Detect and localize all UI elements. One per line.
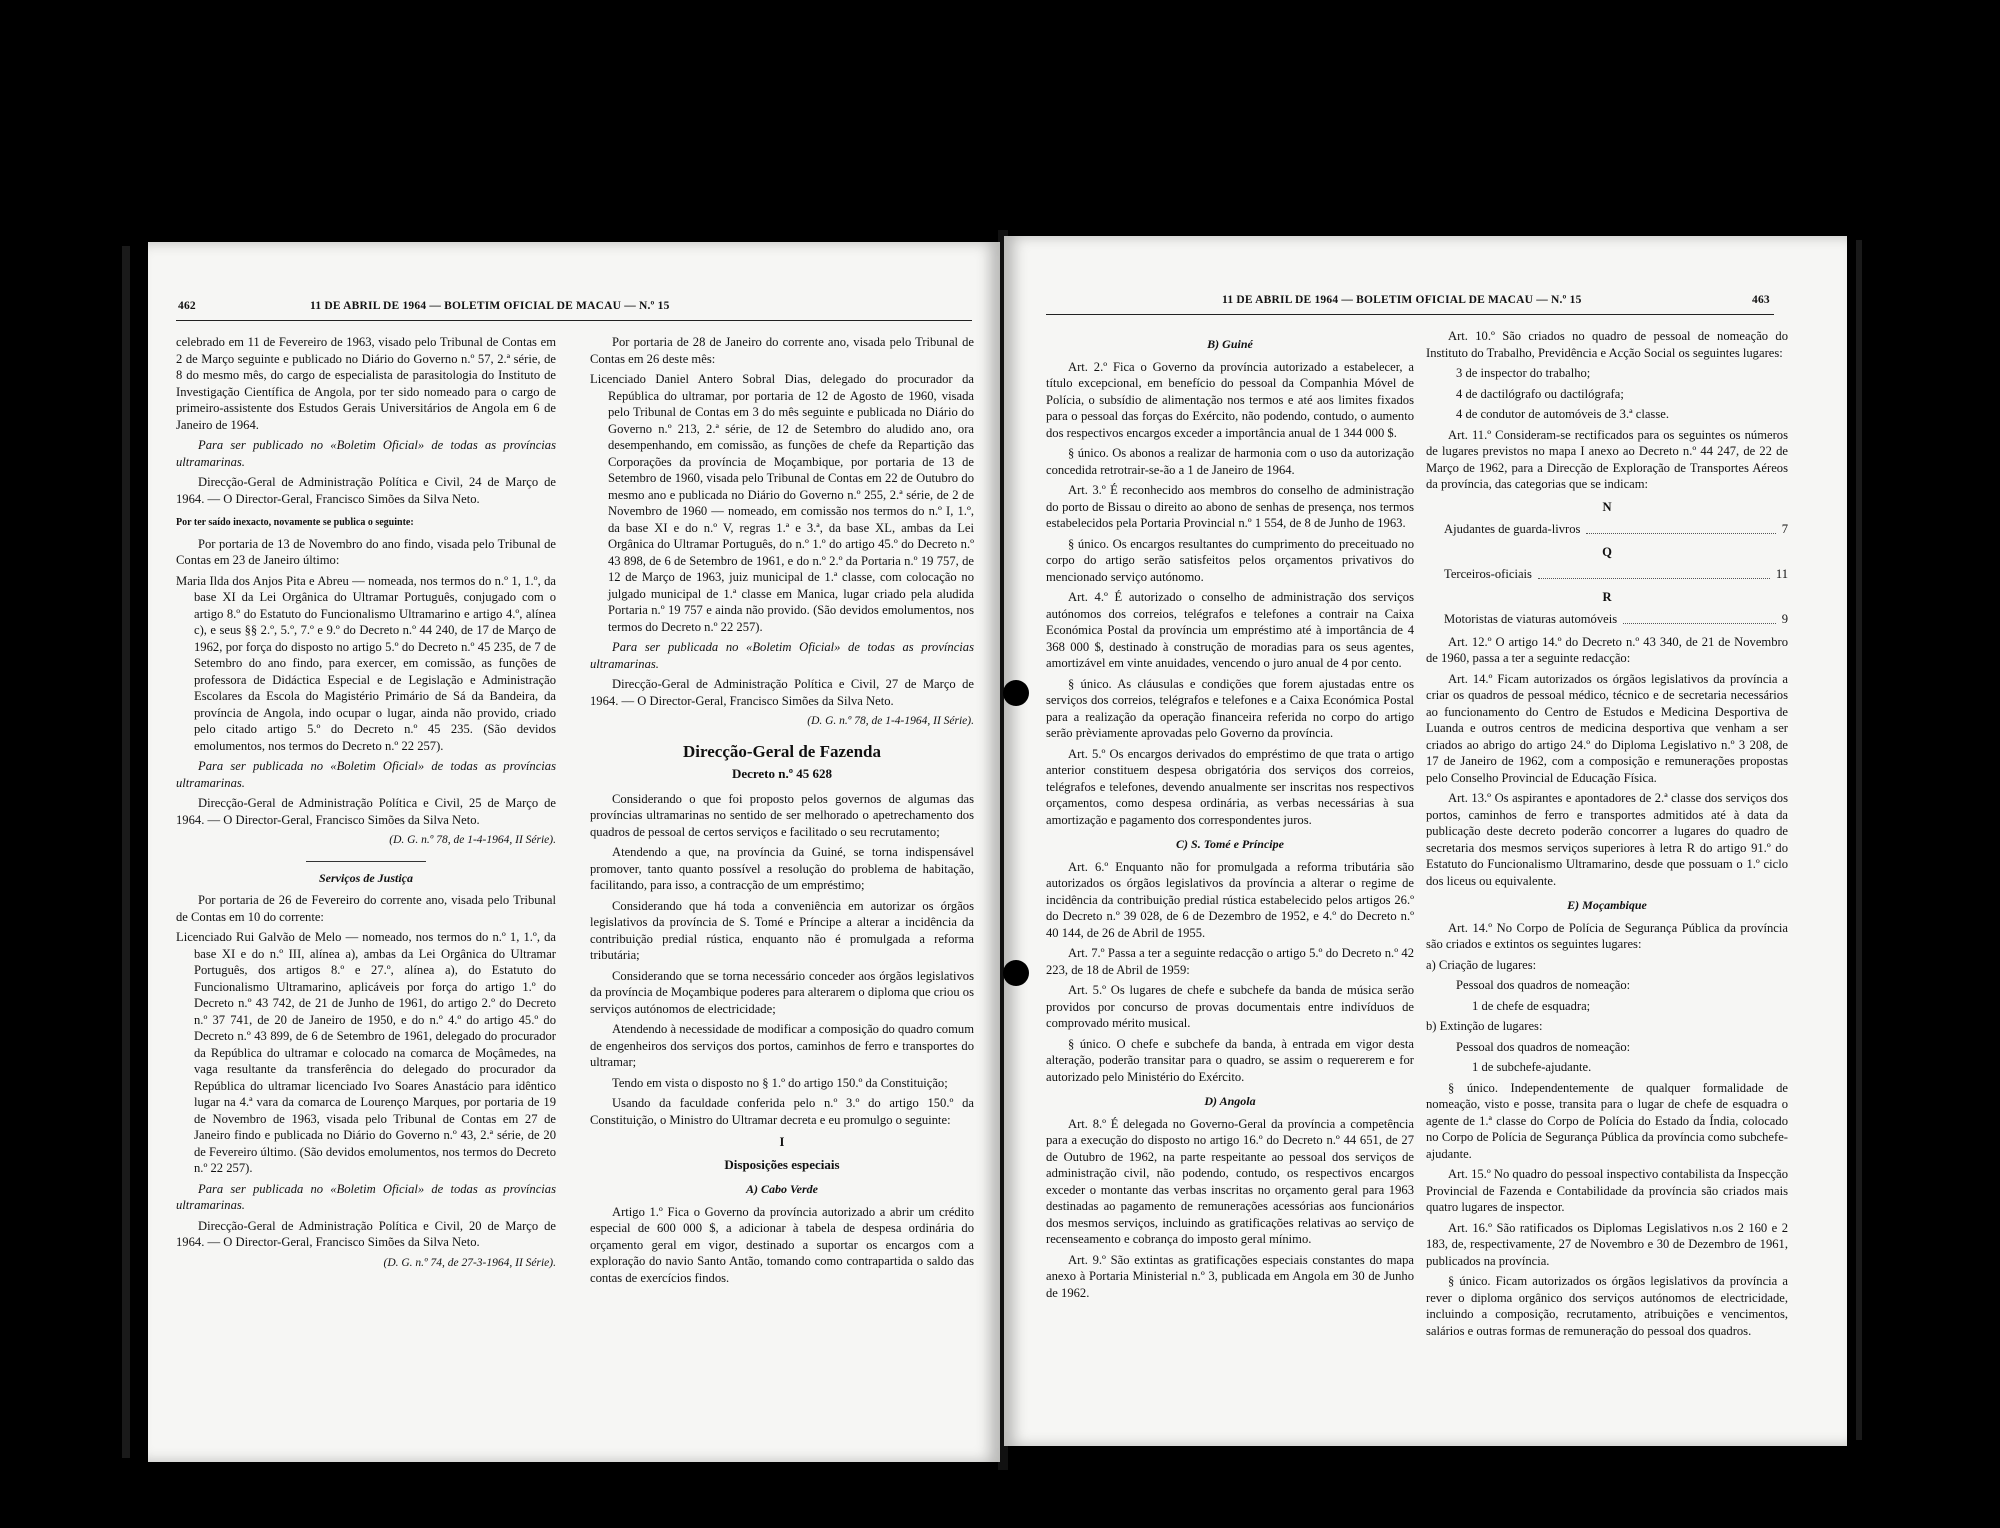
paragraph: Direcção-Geral de Administração Política e Civil, 27 de Março de 1964. — O Director-Geral, Francisco Simões da Silva Neto. (590, 677, 974, 708)
group-letter: R (1602, 589, 1612, 604)
paragraph: b) Extinção de lugares: (1426, 1019, 1543, 1033)
staff-count-row (1444, 611, 1788, 628)
paragraph: Art. 7.º Passa a ter a seguinte redacção o artigo 5.º do Decreto n.º 42 223, de 18 de Abril de 1959: (1046, 946, 1414, 977)
paragraph: Usando da faculdade conferida pelo n.º 3.º do artigo 150.º da Constituição, o Ministro do Ultramar decreta e eu promulgo o seguinte: (590, 1096, 974, 1127)
paragraph: Art. 12.º O artigo 14.º do Decreto n.º 43 340, de 21 de Novembro de 1960, passa a ter a seguinte redacção: (1426, 634, 1788, 665)
publication-note: Para ser publicada no «Boletim Oficial» de todas as províncias ultramarinas. (176, 1181, 556, 1212)
staff-count: 7 (1781, 522, 1788, 536)
list-item: 4 de dactilógrafo ou dactilógrafa; (1456, 386, 1624, 401)
paragraph: Direcção-Geral de Administração Política e Civil, 25 de Março de 1964. — O Director-Geral, Francisco Simões da Silva Neto. (176, 796, 556, 827)
page-number: 462 (178, 300, 196, 312)
dot-leader (1623, 611, 1776, 624)
section-heading: D) Angola (1204, 1094, 1256, 1108)
paragraph: Direcção-Geral de Administração Política e Civil, 24 de Março de 1964. — O Director-Geral, Francisco Simões da Silva Neto. (176, 475, 556, 506)
left-page-header (148, 300, 1000, 320)
paragraph: Art. 10.º São criados no quadro de pessoal de nomeação do Instituto do Trabalho, Previdência e Acção Social os seguintes lugares: (1426, 329, 1788, 360)
section-heading: Decreto n.º 45 628 (731, 766, 833, 781)
binding-hole (1003, 960, 1029, 986)
section-heading: E) Moçambique (1567, 898, 1647, 912)
source-reference: (D. G. n.º 74, de 27-3-1964, II Série). (383, 1256, 556, 1269)
paragraph: Direcção-Geral de Administração Política e Civil, 20 de Março de 1964. — O Director-Geral, Francisco Simões da Silva Neto. (176, 1218, 556, 1249)
list-item: 1 de subchefe-ajudante. (1472, 1060, 1592, 1074)
paragraph: Art. 15.º No quadro do pessoal inspectivo contabilista da Inspecção Provincial de Fazenda e Contabilidade da província são criados mais quatro lugares de inspector. (1426, 1167, 1789, 1214)
paragraph: Considerando que se torna necessário conceder aos órgãos legislativos da província de Moçambique poderes para alterarem o diploma que criou os serviços autónomos de electricidade; (590, 968, 974, 1016)
paragraph: Art. 5.º Os encargos derivados do empréstimo de que trata o artigo anterior constituem despesa obrigatória dos serviços dos correios, telégrafos e telefones, devendo anualmente ser inscritas nos respectivos orçamentos, como despesa ordinária, as verbas necessárias à sua amortização e pagamento dos correspondentes juros. (1046, 746, 1414, 827)
paragraph: celebrado em 11 de Fevereiro de 1963, visado pelo Tribunal de Contas em 2 de Março seguinte e publicado no Diário do Governo n.º 57, 2.ª série, de 8 do mesmo mês, do cargo de especialista de parasitologia do Instituto de Investigação Científica de Angola, por ter sido nomeado para o cargo de primeiro-assistente dos Estudos Gerais Universitários de Angola em 6 de Janeiro de 1964. (176, 335, 556, 432)
list-item: Pessoal dos quadros de nomeação: (1456, 978, 1631, 992)
publication-note: Para ser publicado no «Boletim Oficial» de todas as províncias ultramarinas. (176, 438, 556, 469)
appointment-entry: Licenciado Daniel Antero Sobral Dias, delegado do procurador da República do ultramar, por portaria de 12 de Agosto de 1960, visada pelo Tribunal de Contas em 3 do mês seguinte e publicada no Diário do Governo n.º 213, 2.ª série, de 12 de Setembro do aludido ano, ora desempenhando, em comissão, as funções de chefe da Repartição das Corporações da província de Moçambique, por portaria de 13 de Setembro de 1960, visada pelo Tribunal de Contas em 22 de Outubro do mesmo ano e publicada no Diário do Governo n.º 255, 2.ª série, de 2 de Novembro de 1960 — nomeado, em comissão nos termos do n.º I, 1.º, da base XI e do n.º V, regras 1.ª e 3.ª, da base XL, ambas da Lei Orgânica do Ultramar Português, do n.º 1.º do artigo 45.º do Decreto n.º 43 898, de 6 de Setembro de 1961, e do n.º 2.º da Portaria n.º 19 757, de 12 de Março de 1963, juiz municipal de 1.ª classe, com colocação no julgado municipal de 1.ª classe em Manica, lugar criado pela aludida Portaria n.º 19 757 e ainda não provido. (São devidos emolumentos, nos termos do Decreto n.º 22 257). (590, 372, 974, 634)
section-heading: Disposições especiais (724, 1156, 840, 1172)
running-header: 11 DE ABRIL DE 1964 — BOLETIM OFICIAL DE MACAU — N.º 15 (310, 300, 670, 312)
paragraph: Atendendo a que, na província da Guiné, se torna indispensável promover, tanto quanto possível a resolução do problema de habitação, facilitando, para isso, a contracção de um empréstimo; (590, 845, 974, 892)
section-heading: B) Guiné (1207, 337, 1253, 351)
binding-hole (1003, 680, 1029, 706)
list-item: Pessoal dos quadros de nomeação: (1456, 1039, 1631, 1054)
paragraph: Por portaria de 26 de Fevereiro do corrente ano, visada pelo Tribunal de Contas em 10 do corrente: (176, 893, 556, 924)
paragraph: § único. Os abonos a realizar de harmonia com o uso da autorização concedida retrotrair-se-ão a 1 de Janeiro de 1964. (1046, 446, 1414, 477)
paragraph: Artigo 1.º Fica o Governo da província autorizado a abrir um crédito especial de 600 000 $, a adicionar à tabela de despesa ordinária do orçamento geral em vigor, destinado a suportar os encargos com a exploração do navio Santo Antão, tomando como contrapartida o saldo das contas de exercícios findos. (590, 1204, 974, 1285)
dot-leader (1586, 521, 1775, 534)
paragraph: § único. Os encargos resultantes do cumprimento do preceituado no corpo do artigo serão satisfeitos pelos orçamentos privativos do mencionado serviço autónomo. (1046, 536, 1414, 584)
appointment-entry: Licenciado Rui Galvão de Melo — nomeado, nos termos do n.º 1, 1.º, da base XI e do n.º III, alínea a), ambas da Lei Orgânica do Ultramar Português, dos artigos 8.º e 27.º, alínea a), do Estatuto do Funcionalismo Ultramarino, aplicáveis por força do artigo 1.º do Decreto n.º 43 742, de 21 de Junho de 1961, do artigo 2.º do Decreto n.º 37 741, de 20 de Janeiro de 1950, e do n.º 4.º do artigo 45.º do Decreto n.º 43 899, de 6 de Setembro de 1961, delegado do procurador da República do ultramar e colocado na comarca de Moçâmedes, na vaga resultante da transferência do delegado do procurador da República do ultramar licenciado Ivo Soares Anastácio para idêntico lugar na 4.ª vara da comarca de Lourenço Marques, por portaria de 19 de Novembro de 1963, visada pelo Tribunal de Contas em 27 de Janeiro findo e publicada no Diário do Governo n.º 43, 2.ª série, de 20 de Fevereiro último. (São devidos emolumentos, nos termos do Decreto n.º 22 257). (176, 930, 556, 1175)
group-letter: I (779, 1135, 785, 1149)
paragraph: Tendo em vista o disposto no § 1.º do artigo 150.º da Constituição; (612, 1075, 948, 1090)
paragraph: Art. 14.º No Corpo de Polícia de Segurança Pública da província são criados e extintos os seguintes lugares: (1426, 920, 1788, 951)
header-rule (176, 320, 972, 321)
dot-leader (1538, 566, 1770, 579)
header-rule (1046, 314, 1774, 315)
staff-count: 11 (1775, 567, 1788, 581)
list-item: 4 de condutor de automóveis de 3.ª classe. (1456, 407, 1669, 421)
left-page (148, 242, 1000, 1462)
section-heading: C) S. Tomé e Príncipe (1176, 837, 1284, 851)
left-page-column-2 (590, 334, 974, 1290)
page-edge-shadow (1856, 240, 1862, 1440)
list-item: 1 de chefe de esquadra; (1472, 998, 1591, 1013)
section-heading: A) Cabo Verde (746, 1182, 818, 1196)
correction-note: Por ter saído inexacto, novamente se publica o seguinte: (176, 517, 414, 528)
paragraph: § único. Ficam autorizados os órgãos legislativos da província a rever o diploma orgânico dos serviços autónomos de electricidade, incluindo a composição, recrutamento, atribuições e vencimentos, salários e outras formas de remuneração do pessoal dos quadros. (1426, 1274, 1788, 1338)
paragraph: Atendendo à necessidade de modificar a composição do quadro comum de engenheiros dos serviços dos portos, caminhos de ferro e transportes do ultramar; (590, 1022, 974, 1069)
right-page-column-2 (1426, 328, 1788, 1343)
group-letter: N (1602, 499, 1612, 514)
paragraph: Art. 3.º É reconhecido aos membros do conselho de administração do porto de Bissau o direito ao abono de senhas de presença, nos termos estabelecidos pela Portaria Provincial n.º 1 554, de 8 de Junho de 1963. (1046, 483, 1414, 530)
paragraph: § único. O chefe e subchefe da banda, à entrada em vigor desta alteração, poderão transitar para o quadro, se assim o requererem e for autorizado pelo Ministério do Exército. (1046, 1036, 1414, 1084)
paragraph: Art. 4.º É autorizado o conselho de administração dos serviços autónomos dos correios, telégrafos e telefones a contrair na Caixa Económica Postal da província um empréstimo até à importância de 4 368 000 $, destinado à construção de moradias para os seus agentes, amortizável em vinte anuidades, vencendo o juro anual de 4 por cento. (1046, 590, 1414, 670)
paragraph: Art. 11.º Consideram-se rectificados para os seguintes os números de lugares previstos no mapa I anexo ao Decreto n.º 44 247, de 22 de Março de 1962, para a Direcção de Exploração de Transportes Aéreos da província, das categorias que se indicam: (1426, 427, 1788, 491)
paragraph: a) Criação de lugares: (1426, 957, 1537, 972)
paragraph: Art. 16.º São ratificados os Diplomas Legislativos n.os 2 160 e 2 183, de, respectivamente, 27 de Novembro e 30 de Dezembro de 1961, publicados na província. (1426, 1220, 1788, 1268)
paragraph: § único. As cláusulas e condições que forem ajustadas entre os serviços dos correios, telégrafos e telefones e a Caixa Económica Postal para a realização da operação financeira referida no corpo do artigo serão prèviamente aprovadas pelo Governo da província. (1046, 676, 1414, 740)
paragraph: Considerando que há toda a conveniência em autorizar os órgãos legislativos da província de S. Tomé e Príncipe a alterar a incidência da contribuição predial rústica, enquanto não é promulgada a reforma tributária; (590, 898, 974, 962)
staff-category: Ajudantes de guarda-livros (1444, 522, 1581, 536)
appointment-entry: Maria Ilda dos Anjos Pita e Abreu — nomeada, nos termos do n.º 1, 1.º, da base XI da Lei Orgânica do Ultramar Português, conjugado com o artigo 8.º do Estatuto do Funcionalismo Ultramarino e artigo 4.º, alínea c), e seus §§ 2.º, 5.º, 7.º e 9.º do Decreto n.º 44 240, de 17 de Março de 1962, por força do disposto no artigo 5.º do Decreto n.º 45 235, de 7 de Setembro do ano findo, para exercer, em comissão, as funções de professora de Didáctica Especial e de Legislação e Administração Escolares da Escola do Magistério Primário de Sá da Bandeira, da província de Angola, indo ocupar o lugar, ainda não provido, criado pelo citado artigo 5.º do Decreto n.º 45 235. (São devidos emolumentos, nos termos do Decreto n.º 22 257). (176, 573, 556, 753)
staff-count-row (1444, 566, 1788, 583)
staff-count-row (1444, 521, 1788, 538)
paragraph: Art. 8.º É delegada no Governo-Geral da província a competência para a execução do disposto no artigo 16.º do Decreto n.º 44 651, de 27 de Outubro de 1962, na parte respeitante ao pessoal dos serviços de administração civil, não podendo, contudo, os respectivos encargos exceder o montante das verbas inscritas no orçamento geral para 1963 destinadas ao pagamento de remunerações acessórias aos funcionários dos mesmos serviços, incluindo as gratificações relativas ao serviço de recenseamento e cobrança do imposto geral mínimo. (1046, 1116, 1414, 1246)
list-item: 3 de inspector do trabalho; (1456, 366, 1591, 380)
paragraph: Por portaria de 13 de Novembro do ano findo, visada pelo Tribunal de Contas em 23 de Janeiro último: (176, 536, 556, 567)
right-page-column-1 (1046, 328, 1414, 1305)
right-page-header (1004, 294, 1847, 314)
running-header: 11 DE ABRIL DE 1964 — BOLETIM OFICIAL DE MACAU — N.º 15 (1222, 294, 1582, 306)
paragraph: Por portaria de 28 de Janeiro do corrente ano, visada pelo Tribunal de Contas em 26 deste mês: (590, 335, 974, 366)
paragraph: Art. 6.º Enquanto não for promulgada a reforma tributária são autorizados os órgãos legislativos da província a alterar o regime de incidência da contribuição predial rústica estabelecido pelos artigos 26.º do Decreto n.º 39 028, de 6 de Dezembro de 1952, e 4.º do Decreto n.º 40 144, de 26 de Abril de 1955. (1046, 859, 1414, 940)
page-number: 463 (1752, 294, 1770, 306)
page-edge-shadow (122, 246, 130, 1458)
paragraph: Art. 14.º Ficam autorizados os órgãos legislativos da província a criar os quadros de pessoal médico, técnico e de secretaria necessários ao funcionamento do Centro de Estudos e Medicina Desportiva de Luanda e outros centros de medicina desportiva que venham a ser criados ao abrigo do artigo 24.º do Diploma Legislativo n.º 3 208, de 17 de Janeiro de 1962, com a composição e remunerações propostas pelo Conselho Provincial de Educação Física. (1426, 671, 1788, 785)
publication-note: Para ser publicada no «Boletim Oficial» de todas as províncias ultramarinas. (590, 640, 974, 671)
publication-note: Para ser publicada no «Boletim Oficial» de todas as províncias ultramarinas. (176, 759, 556, 790)
group-letter: Q (1602, 544, 1612, 559)
paragraph: Art. 5.º Os lugares de chefe e subchefe da banda de música serão providos por concurso de provas documentais entre indivíduos de comprovado mérito musical. (1046, 983, 1414, 1030)
section-divider (306, 861, 426, 862)
paragraph: § único. Independentemente de qualquer formalidade de nomeação, visto e posse, transita para o lugar de chefe de esquadra o agente de 1.ª classe do Corpo de Polícia do Estado da Índia, colocado no Corpo de Polícia de Segurança Pública da província como subchefe-ajudante. (1426, 1080, 1788, 1161)
paragraph: Considerando o que foi proposto pelos governos de algumas das províncias ultramarinas no sentido de ser melhorado o apetrechamento dos quadros de pessoal de certos serviços e facilitado o seu recrutamento; (590, 791, 974, 839)
right-page (1004, 236, 1847, 1446)
paragraph: Art. 13.º Os aspirantes e apontadores de 2.ª classe dos serviços dos portos, caminhos de ferro e transportes admitidos até à data da publicação deste decreto poderão concorrer a lugares do quadro de secretaria dos mesmos serviços superiores à letra R do artigo 91.º do Estatuto do Funcionalismo Ultramarino, desde que possuam o 1.º ciclo dos liceus ou equivalente. (1426, 791, 1788, 888)
paragraph: Art. 2.º Fica o Governo da província autorizado a estabelecer, a título excepcional, em benefício do pessoal da Companhia Móvel de Polícia, o subsídio de alimentação nos termos e até aos limites fixados para o pessoal das forças do Exército, não podendo, contudo, o aumento dos respectivos encargos exceder a importância anual de 1 344 000 $. (1046, 359, 1414, 440)
staff-count: 9 (1781, 612, 1788, 626)
section-heading: Direcção-Geral de Fazenda (683, 741, 881, 761)
left-page-column-1 (176, 334, 556, 1275)
paragraph: Art. 9.º São extintas as gratificações especiais constantes do mapa anexo à Portaria Ministerial n.º 3, publicada em Angola em 30 de Junho de 1962. (1046, 1252, 1414, 1300)
source-reference: (D. G. n.º 78, de 1-4-1964, II Série). (389, 834, 556, 846)
section-heading: Serviços de Justiça (319, 870, 413, 885)
source-reference: (D. G. n.º 78, de 1-4-1964, II Série). (807, 715, 974, 727)
staff-category: Motoristas de viaturas automóveis (1444, 612, 1618, 626)
staff-category: Terceiros-oficiais (1444, 567, 1532, 581)
